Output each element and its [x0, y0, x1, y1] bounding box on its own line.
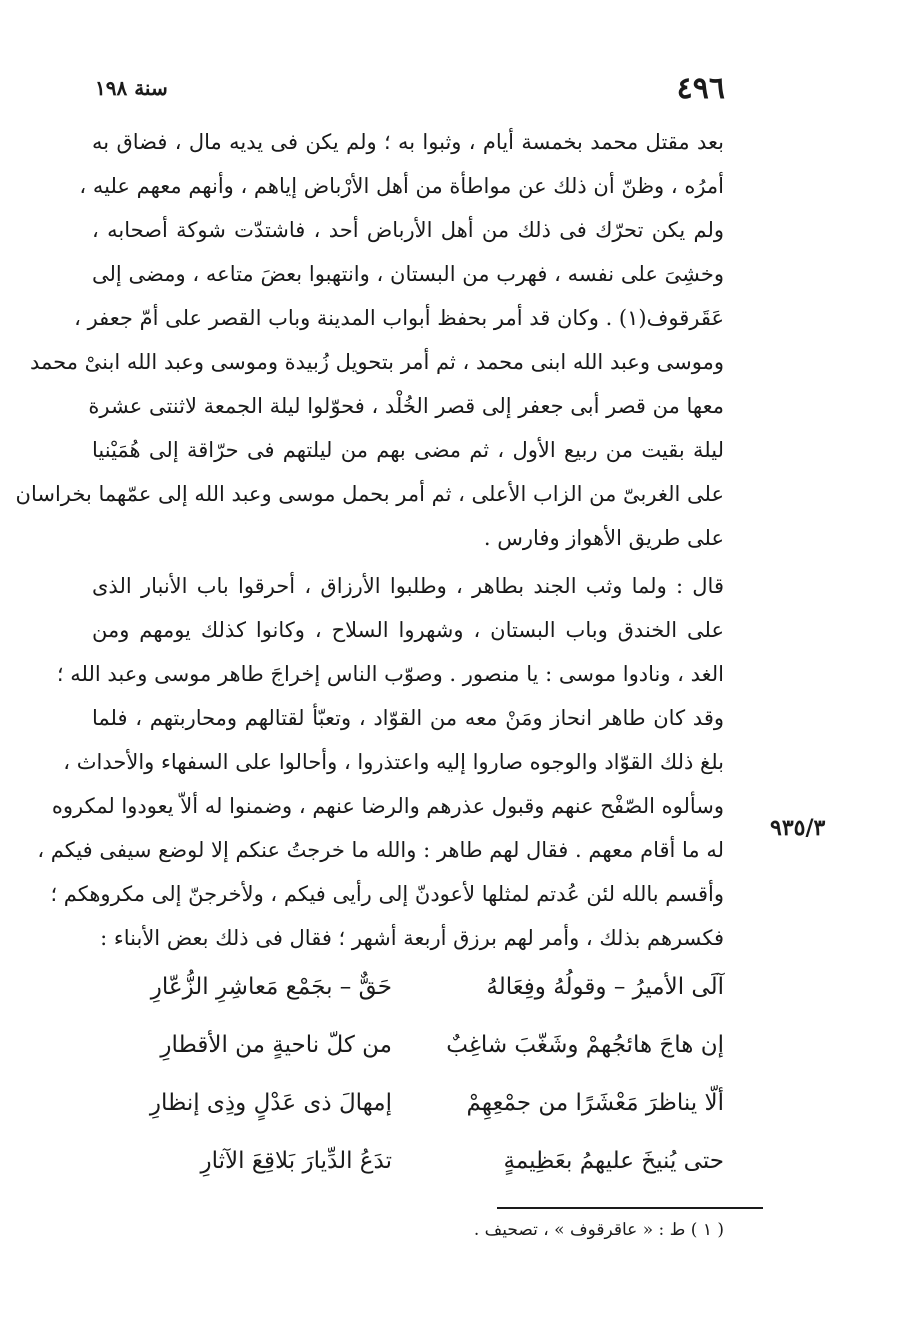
verse-second-hemistich: حَقٌّ – بجَمْع مَعاشِرِ الزُّعّارِ	[150, 974, 392, 1000]
footnote: ( ١ ) ط : « عاقرقوف » ، تصحيف .	[473, 1220, 724, 1240]
text-line: عَقَرقوف(١) . وكان قد أمر بحفظ أبواب المدينة وباب القصر على أمّ جعفر ،	[74, 306, 724, 330]
margin-reference: ٩٣٥/٣	[770, 815, 826, 841]
verse-first-hemistich: ألّا يناظرَ مَعْشَرًا من جمْعِهِمْ	[466, 1090, 724, 1116]
year-label: سنة ١٩٨	[95, 76, 168, 100]
poem	[92, 958, 724, 1190]
text-line: وقد كان طاهر انحاز ومَنْ معه من القوّاد ، وتعبّأ لقتالهم ومحاربتهم ، فلما	[92, 706, 724, 730]
paragraph-2	[37, 564, 724, 960]
poem-verse	[92, 1132, 724, 1190]
text-line: وسألوه الصّفْح عنهم وقبول عذرهم والرضا عنهم ، وضمنوا له ألاّ يعودوا لمكروه	[51, 794, 724, 818]
page-number: ٤٩٦	[676, 70, 725, 106]
poem-verse	[92, 1016, 724, 1074]
text-line: معها من قصر أبى جعفر إلى قصر الخُلْد ، فحوّلوا ليلة الجمعة لاثنتى عشرة	[88, 394, 724, 418]
text-line: بعد مقتل محمد بخمسة أيام ، وثبوا به ؛ ولم يكن فى يديه مال ، فضاق به	[92, 130, 724, 154]
text-line: ولم يكن تحرّك فى ذلك من أهل الأرباض أحد ، فاشتدّت شوكة أصحابه ،	[92, 218, 724, 242]
verse-first-hemistich: آلَى الأميرُ – وقولُهُ وفِعَالهُ	[486, 974, 724, 1000]
text-line: فكسرهم بذلك ، وأمر لهم برزق أربعة أشهر ؛ فقال فى ذلك بعض الأبناء :	[100, 926, 724, 950]
verse-second-hemistich: إمهالَ ذى عَدْلٍ وذِى إنظارِ	[149, 1090, 392, 1116]
footnote-divider	[497, 1207, 763, 1209]
text-line: أمرُه ، وظنّ أن ذلك عن مواطأة من أهل الأرْباض إياهم ، وأنهم معهم عليه ،	[79, 174, 724, 198]
text-line: الغد ، ونادوا موسى : يا منصور . وصوّب الناس إخراجَ طاهر موسى وعبد الله ؛	[56, 662, 724, 686]
verse-first-hemistich: إن هاجَ هائجُهمْ وشَغّبَ شاغِبٌ	[446, 1032, 724, 1058]
text-line: ليلة بقيت من ربيع الأول ، ثم مضى بهم من ليلتهم فى حرّاقة إلى هُمَيْنيا	[92, 438, 724, 462]
text-line: بلغ ذلك القوّاد والوجوه صاروا إليه واعتذروا ، وأحالوا على السفهاء والأحداث ،	[63, 750, 724, 774]
verse-second-hemistich: من كلّ ناحيةٍ من الأقطارِ	[160, 1032, 392, 1058]
text-line: على طريق الأهواز وفارس .	[483, 526, 724, 550]
poem-verse	[92, 1074, 724, 1132]
verse-second-hemistich: تدَعُ الدِّيارَ بَلاقِعَ الآثارِ	[200, 1148, 392, 1174]
paragraph-1	[15, 120, 724, 560]
text-line: على الغربىّ من الزاب الأعلى ، ثم أمر بحمل موسى وعبد الله إلى عمّهما بخراسان	[15, 482, 724, 506]
text-line: وخشِىَ على نفسه ، فهرب من البستان ، وانتهبوا بعضَ متاعه ، ومضى إلى	[92, 262, 724, 286]
text-line: على الخندق وباب البستان ، وشهروا السلاح ، وكانوا كذلك يومهم ومن	[92, 618, 724, 642]
verse-first-hemistich: حتى يُنيخَ عليهمُ بعَظِيمةٍ	[503, 1148, 724, 1174]
page-header	[95, 66, 725, 110]
poem-verse	[92, 958, 724, 1016]
text-line: له ما أقام معهم . فقال لهم طاهر : والله ما خرجتُ عنكم إلا لوضع سيفى فيكم ،	[37, 838, 724, 862]
text-line: وموسى وعبد الله ابنى محمد ، ثم أمر بتحويل زُبيدة وموسى وعبد الله ابنىْ محمد	[29, 350, 724, 374]
text-line: قال : ولما وثب الجند بطاهر ، وطلبوا الأرزاق ، أحرقوا باب الأنبار الذى	[92, 574, 724, 598]
text-line: وأقسم بالله لئن عُدتم لمثلها لأعودنّ إلى رأيى فيكم ، ولأخرجنّ إلى مكروهكم ؛	[50, 882, 724, 906]
